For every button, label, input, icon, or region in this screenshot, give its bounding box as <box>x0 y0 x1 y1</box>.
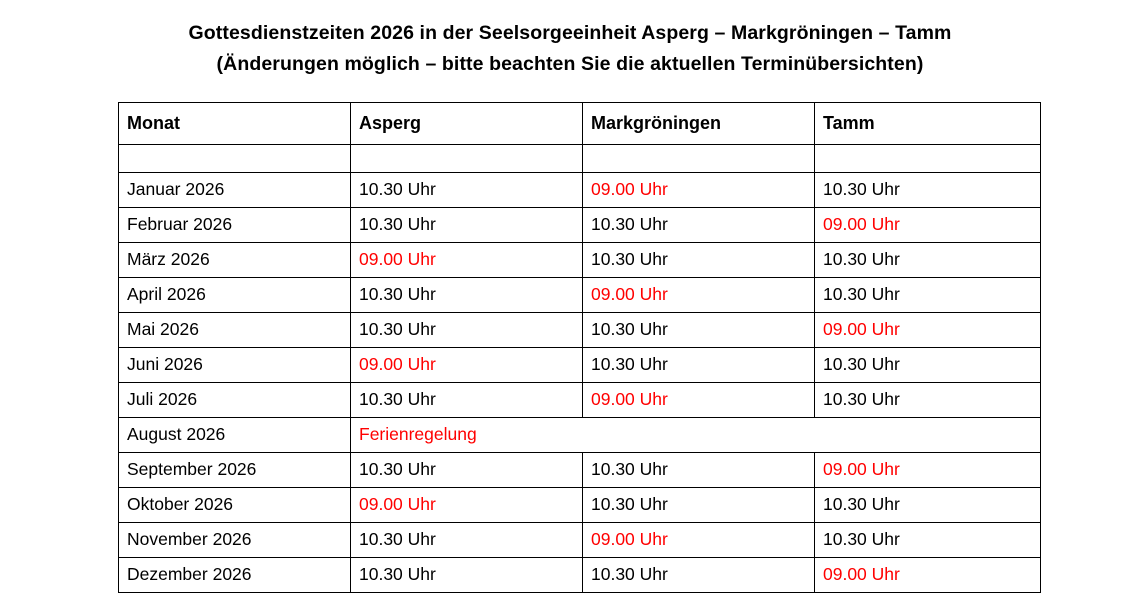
cell-service-time: 10.30 Uhr <box>583 558 815 593</box>
title-line-2: (Änderungen möglich – bitte beachten Sie die aktuellen Terminübersichten) <box>216 53 924 75</box>
cell-month: Januar 2026 <box>119 173 351 208</box>
table-row <box>119 173 1041 208</box>
schedule-table <box>118 102 1041 593</box>
cell-month: Juli 2026 <box>119 383 351 418</box>
spacer-cell <box>815 145 1041 173</box>
cell-service-time: 10.30 Uhr <box>583 453 815 488</box>
cell-month: März 2026 <box>119 243 351 278</box>
cell-service-time: 10.30 Uhr <box>351 173 583 208</box>
cell-service-time: 10.30 Uhr <box>351 523 583 558</box>
table-row <box>119 278 1041 313</box>
table-body <box>119 145 1041 593</box>
cell-service-time: 09.00 Uhr <box>815 453 1041 488</box>
schedule-table-wrapper <box>0 102 1140 593</box>
spacer-cell <box>583 145 815 173</box>
table-spacer-row <box>119 145 1041 173</box>
table-row <box>119 313 1041 348</box>
cell-service-time: 09.00 Uhr <box>583 383 815 418</box>
cell-service-time: 10.30 Uhr <box>351 313 583 348</box>
column-header-markgroeningen: Markgröningen <box>583 103 815 145</box>
cell-service-time: 09.00 Uhr <box>583 523 815 558</box>
spacer-cell <box>119 145 351 173</box>
cell-service-time: 09.00 Uhr <box>815 313 1041 348</box>
column-header-tamm: Tamm <box>815 103 1041 145</box>
table-row <box>119 243 1041 278</box>
cell-service-time: 10.30 Uhr <box>815 173 1041 208</box>
cell-service-time: 10.30 Uhr <box>815 348 1041 383</box>
cell-month: August 2026 <box>119 418 351 453</box>
cell-month: Oktober 2026 <box>119 488 351 523</box>
cell-service-time: 10.30 Uhr <box>351 383 583 418</box>
cell-service-time: 10.30 Uhr <box>815 523 1041 558</box>
cell-service-time: 10.30 Uhr <box>583 488 815 523</box>
cell-service-time: 09.00 Uhr <box>583 278 815 313</box>
column-header-monat: Monat <box>119 103 351 145</box>
cell-service-time: 09.00 Uhr <box>351 488 583 523</box>
cell-month: April 2026 <box>119 278 351 313</box>
cell-service-time: 10.30 Uhr <box>351 208 583 243</box>
table-row <box>119 453 1041 488</box>
cell-month: Juni 2026 <box>119 348 351 383</box>
table-row <box>119 348 1041 383</box>
cell-month: Februar 2026 <box>119 208 351 243</box>
cell-service-time: Ferienregelung <box>351 418 1041 453</box>
cell-service-time: 09.00 Uhr <box>815 558 1041 593</box>
spacer-cell <box>351 145 583 173</box>
cell-month: September 2026 <box>119 453 351 488</box>
cell-service-time: 10.30 Uhr <box>351 453 583 488</box>
table-row <box>119 523 1041 558</box>
cell-service-time: 09.00 Uhr <box>815 208 1041 243</box>
table-header-row <box>119 103 1041 145</box>
cell-service-time: 10.30 Uhr <box>583 208 815 243</box>
table-row <box>119 488 1041 523</box>
cell-month: Dezember 2026 <box>119 558 351 593</box>
table-row <box>119 558 1041 593</box>
cell-service-time: 10.30 Uhr <box>815 243 1041 278</box>
cell-service-time: 10.30 Uhr <box>583 313 815 348</box>
cell-service-time: 09.00 Uhr <box>351 348 583 383</box>
cell-service-time: 09.00 Uhr <box>351 243 583 278</box>
table-row <box>119 208 1041 243</box>
cell-service-time: 10.30 Uhr <box>583 348 815 383</box>
cell-service-time: 10.30 Uhr <box>351 278 583 313</box>
column-header-asperg: Asperg <box>351 103 583 145</box>
cell-month: Mai 2026 <box>119 313 351 348</box>
cell-service-time: 10.30 Uhr <box>583 243 815 278</box>
table-header <box>119 103 1041 145</box>
table-row <box>119 383 1041 418</box>
table-row <box>119 418 1041 453</box>
cell-month: November 2026 <box>119 523 351 558</box>
cell-service-time: 10.30 Uhr <box>815 278 1041 313</box>
cell-service-time: 10.30 Uhr <box>351 558 583 593</box>
cell-service-time: 09.00 Uhr <box>583 173 815 208</box>
title-line-1: Gottesdienstzeiten 2026 in der Seelsorgeeinheit Asperg – Markgröningen – Tamm <box>188 22 952 44</box>
cell-service-time: 10.30 Uhr <box>815 488 1041 523</box>
document-title <box>0 0 1140 80</box>
cell-service-time: 10.30 Uhr <box>815 383 1041 418</box>
